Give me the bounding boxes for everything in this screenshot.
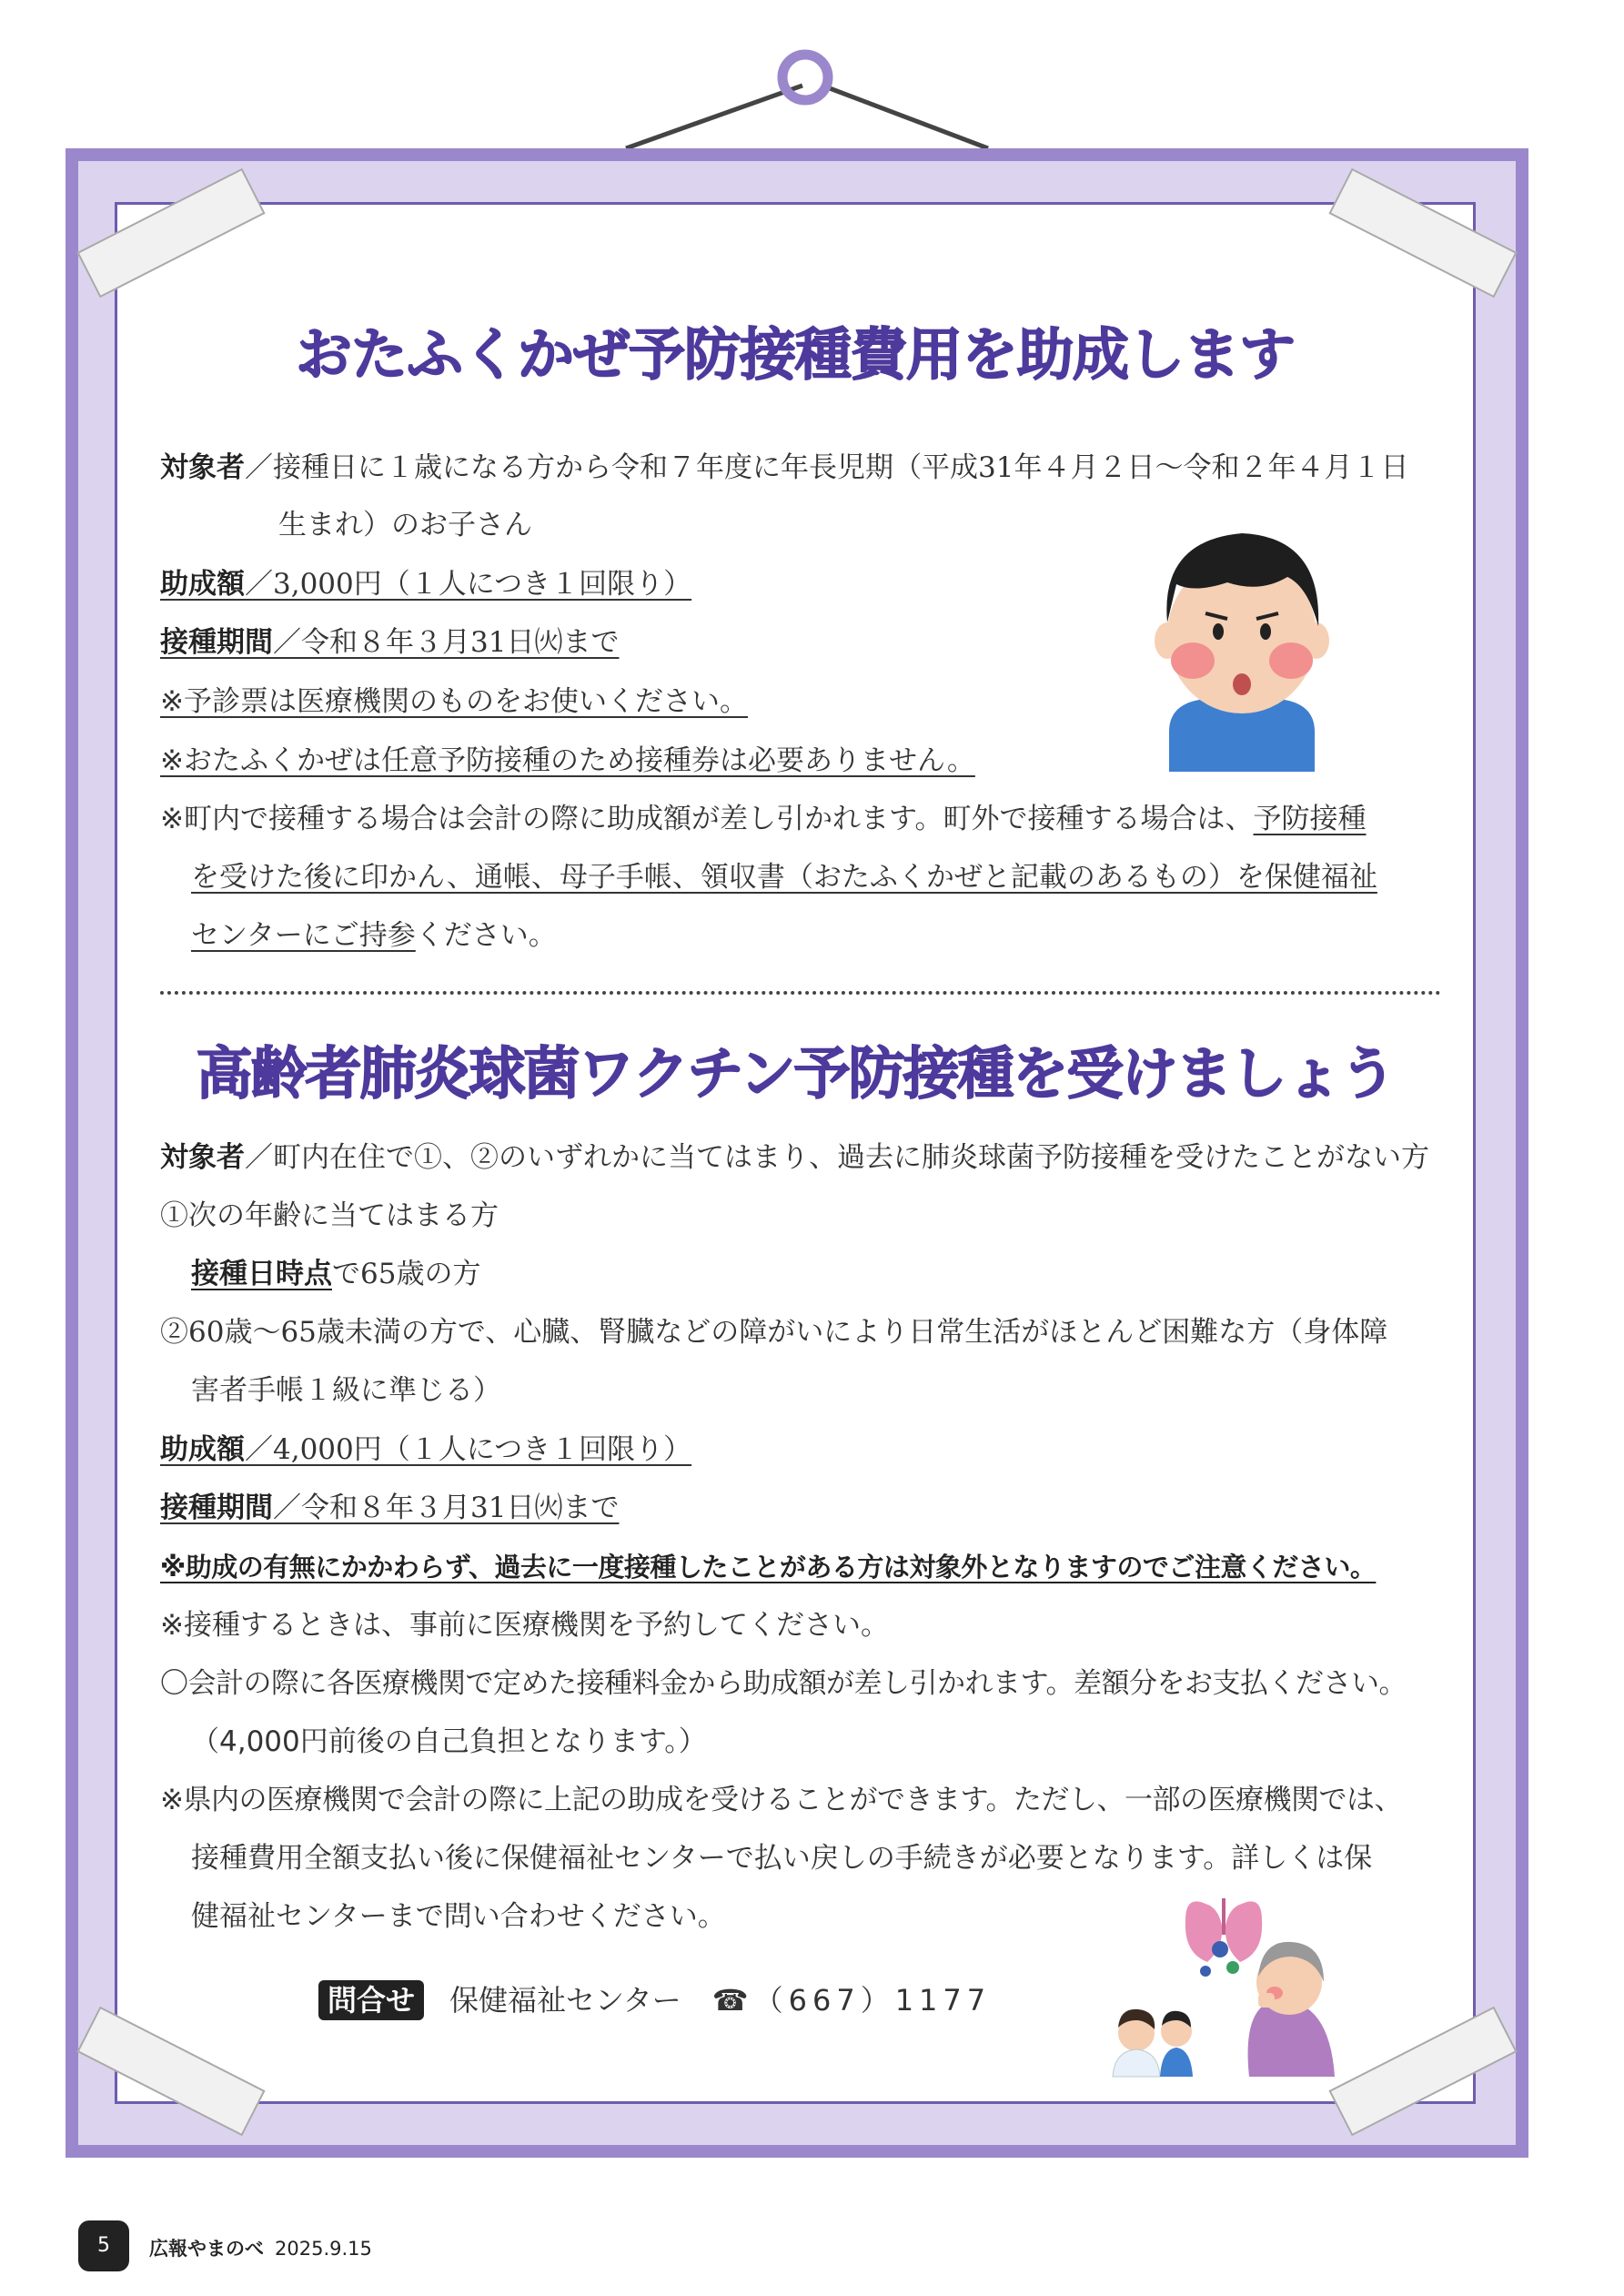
s1-amount-row (160, 566, 691, 602)
s1-note3-a-underlined: 予防接種 (1253, 803, 1367, 835)
contact-phone-number: （667）1177 (753, 1983, 992, 2018)
s1-note2-text: ※おたふくかぜは任意予防接種のため接種券は必要ありません。 (160, 744, 975, 777)
s2-warning (160, 1549, 1376, 1585)
s1-period-row (160, 624, 619, 661)
hanger-icon (0, 0, 1624, 155)
contact-row (318, 1980, 991, 2020)
s2-amount-label: 助成額 (160, 1433, 245, 1466)
s2-cond2-line2: 害者手帳１級に準じる） (191, 1374, 501, 1407)
s1-period-text: ／令和８年３月31日㈫まで (273, 626, 620, 659)
publication-name: 広報やまのべ (149, 2238, 264, 2260)
s1-note1-text: ※予診票は医療機関のものをお使いください。 (160, 685, 748, 718)
s1-note1 (160, 683, 748, 720)
contact-badge: 問合せ (318, 1980, 424, 2020)
s2-note3-line3: 健福祉センターまで問い合わせください。 (191, 1900, 726, 1933)
elderly-cough-illustration (1096, 1898, 1342, 2080)
s1-target-label: 対象者 (160, 451, 245, 484)
s2-cond1-detail-bold: 接種日時点 (191, 1258, 332, 1290)
phone-icon: ☎ (711, 1983, 754, 2018)
s2-cond1: ①次の年齢に当てはまる方 (160, 1199, 499, 1232)
s2-warning-text: ※助成の有無にかかわらず、過去に一度接種したことがある方は対象外となりますのでご注意ください。 (160, 1552, 1377, 1583)
s2-cond1-detail-row (191, 1256, 480, 1292)
s1-note3-c-underlined: センターにご持参 (191, 919, 416, 952)
s1-target-row (160, 450, 1408, 486)
s1-period-label: 接種期間 (160, 626, 273, 659)
s2-period-row (160, 1490, 619, 1526)
page-number-badge: 5 (78, 2220, 129, 2271)
s2-note1: ※接種するときは、事前に医療機関を予約してください。 (160, 1609, 889, 1642)
section-divider (160, 991, 1441, 995)
s2-cond1-detail: で65歳の方 (332, 1258, 481, 1290)
s1-target-text: ／接種日に１歳になる方から令和７年度に年長児期（平成31年４月２日〜令和２年４月１日 (245, 451, 1409, 484)
s2-note3-line2: 接種費用全額支払い後に保健福祉センターで払い戻しの手続きが必要となります。詳しくは保 (191, 1842, 1373, 1875)
contact-office: 保健福祉センター (449, 1983, 681, 2018)
s2-amount-text: ／4,000円（１人につき１回限り） (245, 1433, 692, 1466)
s1-amount-label: 助成額 (160, 568, 245, 601)
s2-period-label: 接種期間 (160, 1492, 273, 1524)
s2-note2-line1: 〇会計の際に各医療機関で定めた接種料金から助成額が差し引かれます。差額分をお支払ください。 (160, 1667, 1407, 1700)
s1-target-text-2: 生まれ）のお子さん (278, 509, 532, 541)
s2-cond2-line1: ②60歳〜65歳未満の方で、心臓、腎臓などの障がいにより日常生活がほとんど困難な方（身体障 (160, 1316, 1388, 1349)
s2-target-row (160, 1139, 1429, 1176)
s2-note2-line2: （4,000円前後の自己負担となります。） (191, 1725, 707, 1758)
section2-heading: 高齢者肺炎球菌ワクチン予防接種を受けましょう (196, 1040, 1395, 1107)
s1-note3-c: ください。 (415, 919, 557, 952)
s1-note3-line2 (191, 859, 1377, 895)
s2-amount-row (160, 1431, 691, 1468)
s1-note2 (160, 743, 975, 779)
sick-boy-illustration (1151, 521, 1333, 772)
s1-note3-line1 (160, 801, 1367, 837)
footer (149, 2234, 372, 2261)
s2-target-text: ／町内在住で①、②のいずれかに当てはまり、過去に肺炎球菌予防接種を受けたことがない方 (245, 1141, 1429, 1174)
s1-amount-text: ／3,000円（１人につき１回限り） (245, 568, 692, 601)
s1-note3-a: ※町内で接種する場合は会計の際に助成額が差し引かれます。町外で接種する場合は、 (160, 803, 1254, 835)
s1-note3-b: を受けた後に印かん、通帳、母子手帳、領収書（おたふくかぜと記載のあるもの）を保健福祉 (191, 861, 1377, 894)
s2-period-text: ／令和８年３月31日㈫まで (273, 1492, 620, 1524)
s2-note3-line1: ※県内の医療機関で会計の際に上記の助成を受けることができます。ただし、一部の医療機関では、 (160, 1784, 1402, 1816)
section1-heading: おたふくかぜ予防接種費用を助成します (295, 321, 1295, 388)
s1-note3-line3 (191, 917, 557, 954)
s2-target-label: 対象者 (160, 1141, 245, 1174)
publication-date: 2025.9.15 (275, 2238, 372, 2260)
